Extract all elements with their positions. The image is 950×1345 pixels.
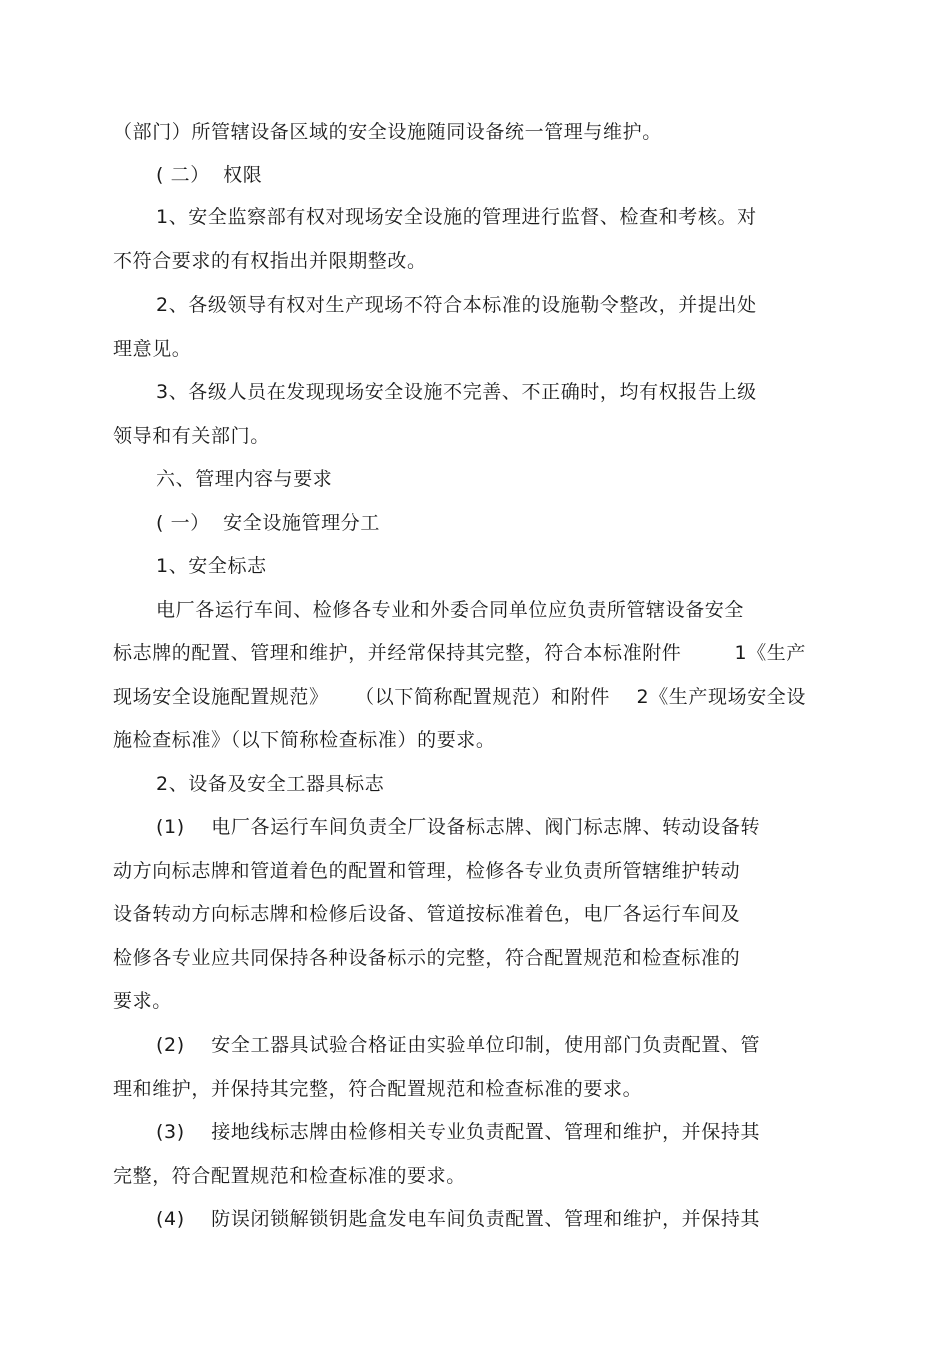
text-line: (4) 防误闭锁解锁钥匙盒发电车间负责配置、管理和维护，并保持其 — [156, 1208, 761, 1230]
text-line: 施检查标准》（以下简称检查标准）的要求。 — [113, 729, 496, 751]
section-heading: 2、设备及安全工器具标志 — [156, 773, 385, 795]
text-line: 完整，符合配置规范和检查标准的要求。 — [113, 1165, 466, 1187]
section-heading: ( 一） 安全设施管理分工 — [156, 512, 380, 534]
text-line: 检修各专业应共同保持各种设备标示的完整，符合配置规范和检查标准的 — [113, 947, 741, 969]
text-line: (1) 电厂各运行车间负责全厂设备标志牌、阀门标志牌、转动设备转 — [156, 816, 761, 838]
text-line: 要求。 — [113, 990, 172, 1012]
text-line: (2) 安全工器具试验合格证由实验单位印制，使用部门负责配置、管 — [156, 1034, 761, 1056]
text-line: 动方向标志牌和管道着色的配置和管理，检修各专业负责所管辖维护转动 — [113, 860, 741, 882]
section-heading: 六、管理内容与要求 — [156, 468, 333, 490]
text-line: 电厂各运行车间、检修各专业和外委合同单位应负责所管辖设备安全 — [156, 599, 745, 621]
section-heading: ( 二） 权限 — [156, 164, 263, 186]
text-line: 理意见。 — [113, 338, 192, 360]
text-line: 3、各级人员在发现现场安全设施不完善、不正确时，均有权报告上级 — [156, 381, 757, 403]
text-line: （部门）所管辖设备区域的安全设施随同设备统一管理与维护。 — [113, 121, 662, 143]
text-line: 领导和有关部门。 — [113, 425, 270, 447]
text-line: 现场安全设施配置规范》 （以下简称配置规范）和附件 2《生产现场安全设 — [113, 686, 807, 708]
text-line: (3) 接地线标志牌由检修相关专业负责配置、管理和维护，并保持其 — [156, 1121, 761, 1143]
section-heading: 1、安全标志 — [156, 555, 267, 577]
text-line: 2、各级领导有权对生产现场不符合本标准的设施勒令整改，并提出处 — [156, 294, 757, 316]
text-line: 理和维护，并保持其完整，符合配置规范和检查标准的要求。 — [113, 1078, 643, 1100]
text-line: 1、安全监察部有权对现场安全设施的管理进行监督、检查和考核。对 — [156, 206, 757, 228]
text-line: 标志牌的配置、管理和维护，并经常保持其完整，符合本标准附件 1《生产 — [113, 642, 807, 664]
text-line: 不符合要求的有权指出并限期整改。 — [113, 250, 427, 272]
text-line: 设备转动方向标志牌和检修后设备、管道按标准着色，电厂各运行车间及 — [113, 903, 741, 925]
